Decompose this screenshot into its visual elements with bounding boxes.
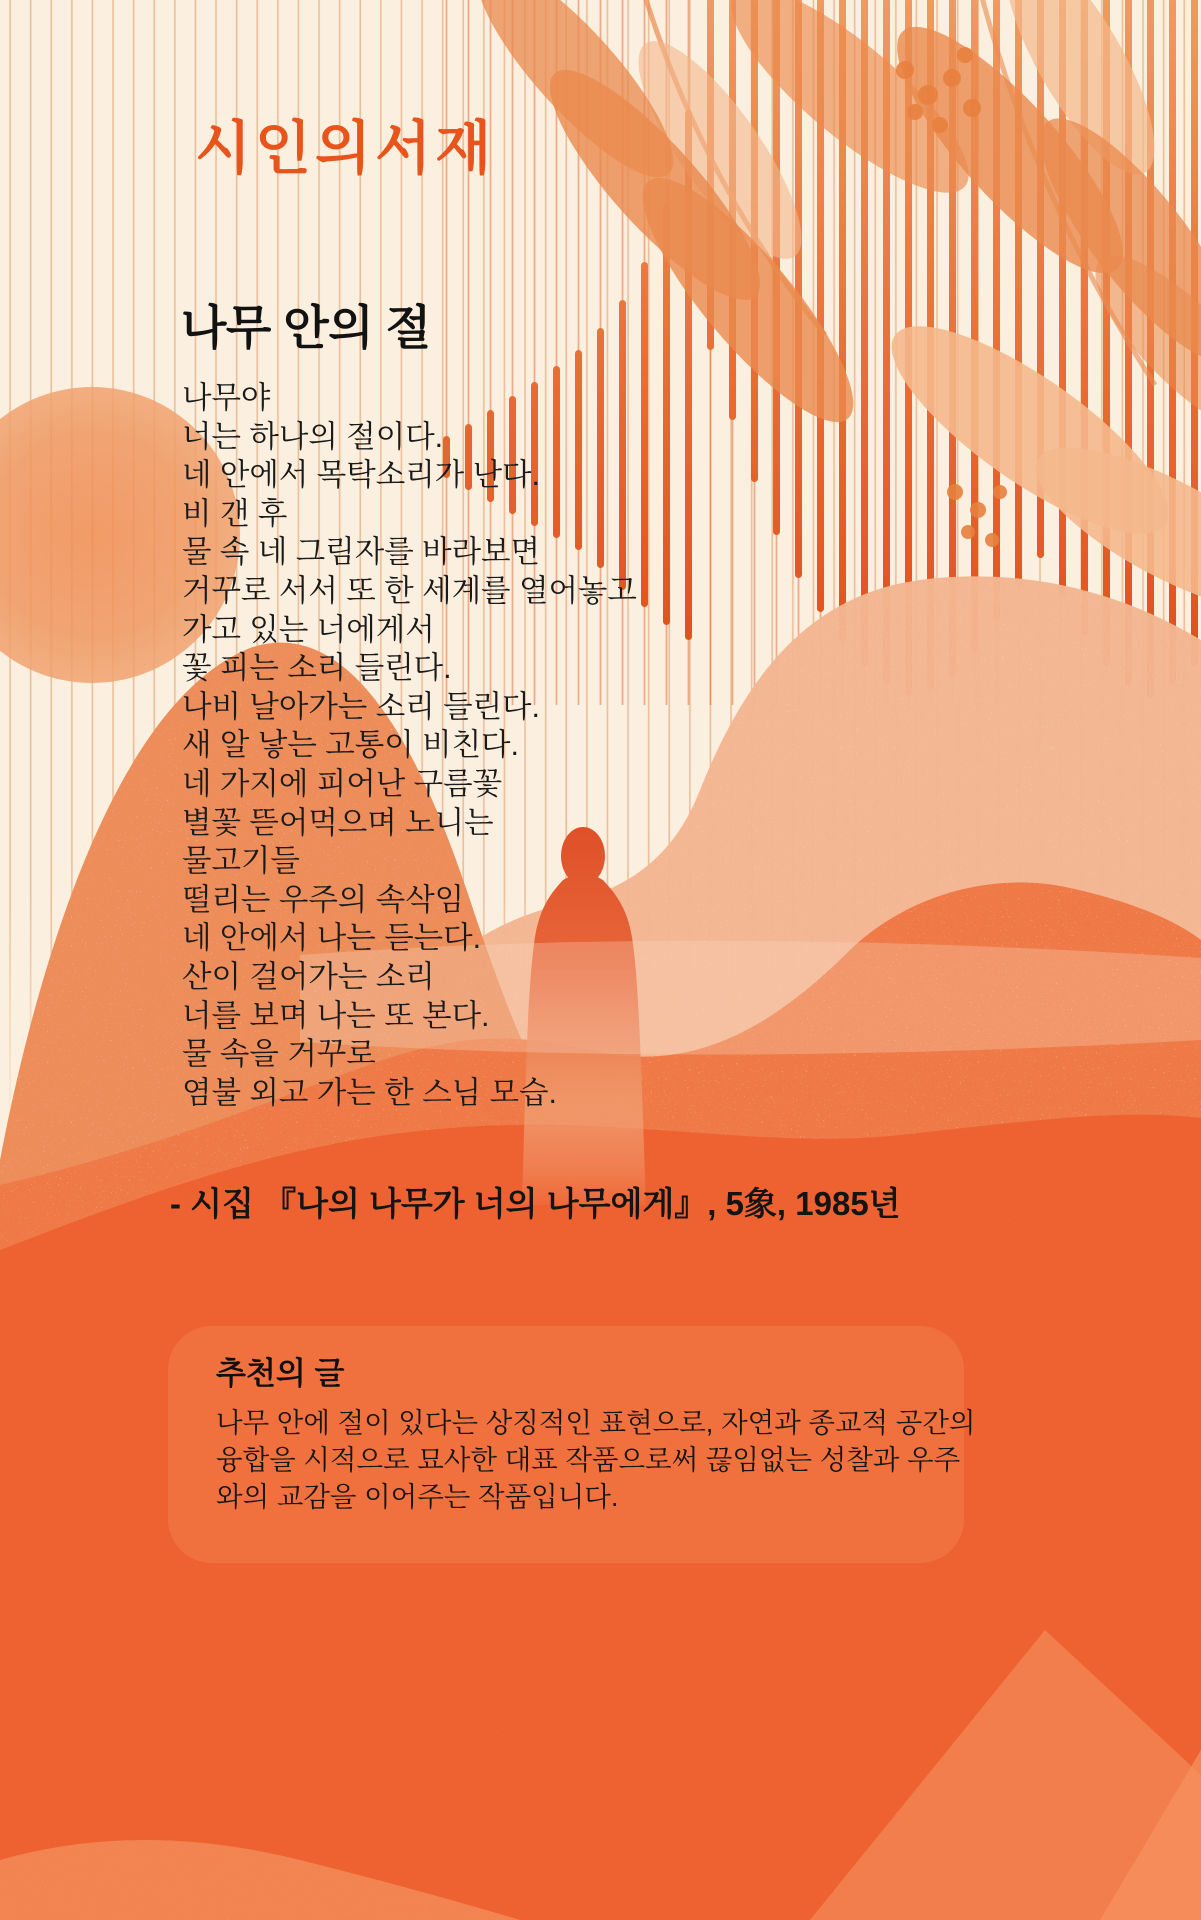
poem-line: 가고 있는 너에게서 [182, 612, 435, 647]
poem-line: 별꽃 뜯어먹으며 노니는 [182, 805, 494, 840]
poem-line: 산이 걸어가는 소리 [182, 959, 435, 994]
poem-line: 너를 보며 나는 또 본다. [182, 998, 490, 1033]
poem-line: 나무야 [182, 381, 271, 415]
recommendation-heading: 추천의 글 [216, 1356, 345, 1391]
poem-title: 나무 안의 절 [181, 301, 431, 354]
poem-body [182, 379, 637, 1112]
recommendation-line: 나무 안에 절이 있다는 상징적인 표현으로, 자연과 종교적 공간의 [216, 1407, 976, 1438]
logo: 시인의서재 [195, 114, 496, 182]
poem-line: 네 안에서 나는 듣는다. [182, 921, 482, 956]
poem-citation: - 시집 『나의 나무가 너의 나무에게』, 5象, 1985년 [170, 1185, 901, 1222]
recommendation-line: 융합을 시적으로 묘사한 대표 작품으로써 끊임없는 성찰과 우주 [216, 1444, 961, 1475]
poem-line: 네 안에서 목탁소리가 난다. [182, 458, 540, 493]
recommendation-line: 와의 교감을 이어주는 작품입니다. [216, 1481, 619, 1512]
recommendation-body [216, 1404, 975, 1515]
poem-line: 네 가지에 피어난 구름꽃 [182, 766, 503, 801]
poem-line: 거꾸로 서서 또 한 세계를 열어놓고 [182, 573, 637, 608]
poem-line: 떨리는 우주의 속삭임 [182, 882, 465, 917]
poem-line: 꽃 피는 소리 들린다. [182, 651, 452, 686]
poem-line: 너는 하나의 절이다. [182, 419, 444, 454]
poem-line: 새 알 낳는 고통이 비친다. [182, 728, 519, 763]
poem-line: 물고기들 [182, 844, 300, 879]
poem-line: 물 속 네 그림자를 바라보면 [182, 535, 540, 570]
poem-line: 나비 날아가는 소리 들린다. [182, 689, 540, 724]
poem-line: 염불 외고 가는 한 스님 모습. [182, 1075, 557, 1110]
poem-line: 물 속을 거꾸로 [182, 1037, 376, 1072]
poem-line: 비 갠 후 [182, 496, 288, 531]
